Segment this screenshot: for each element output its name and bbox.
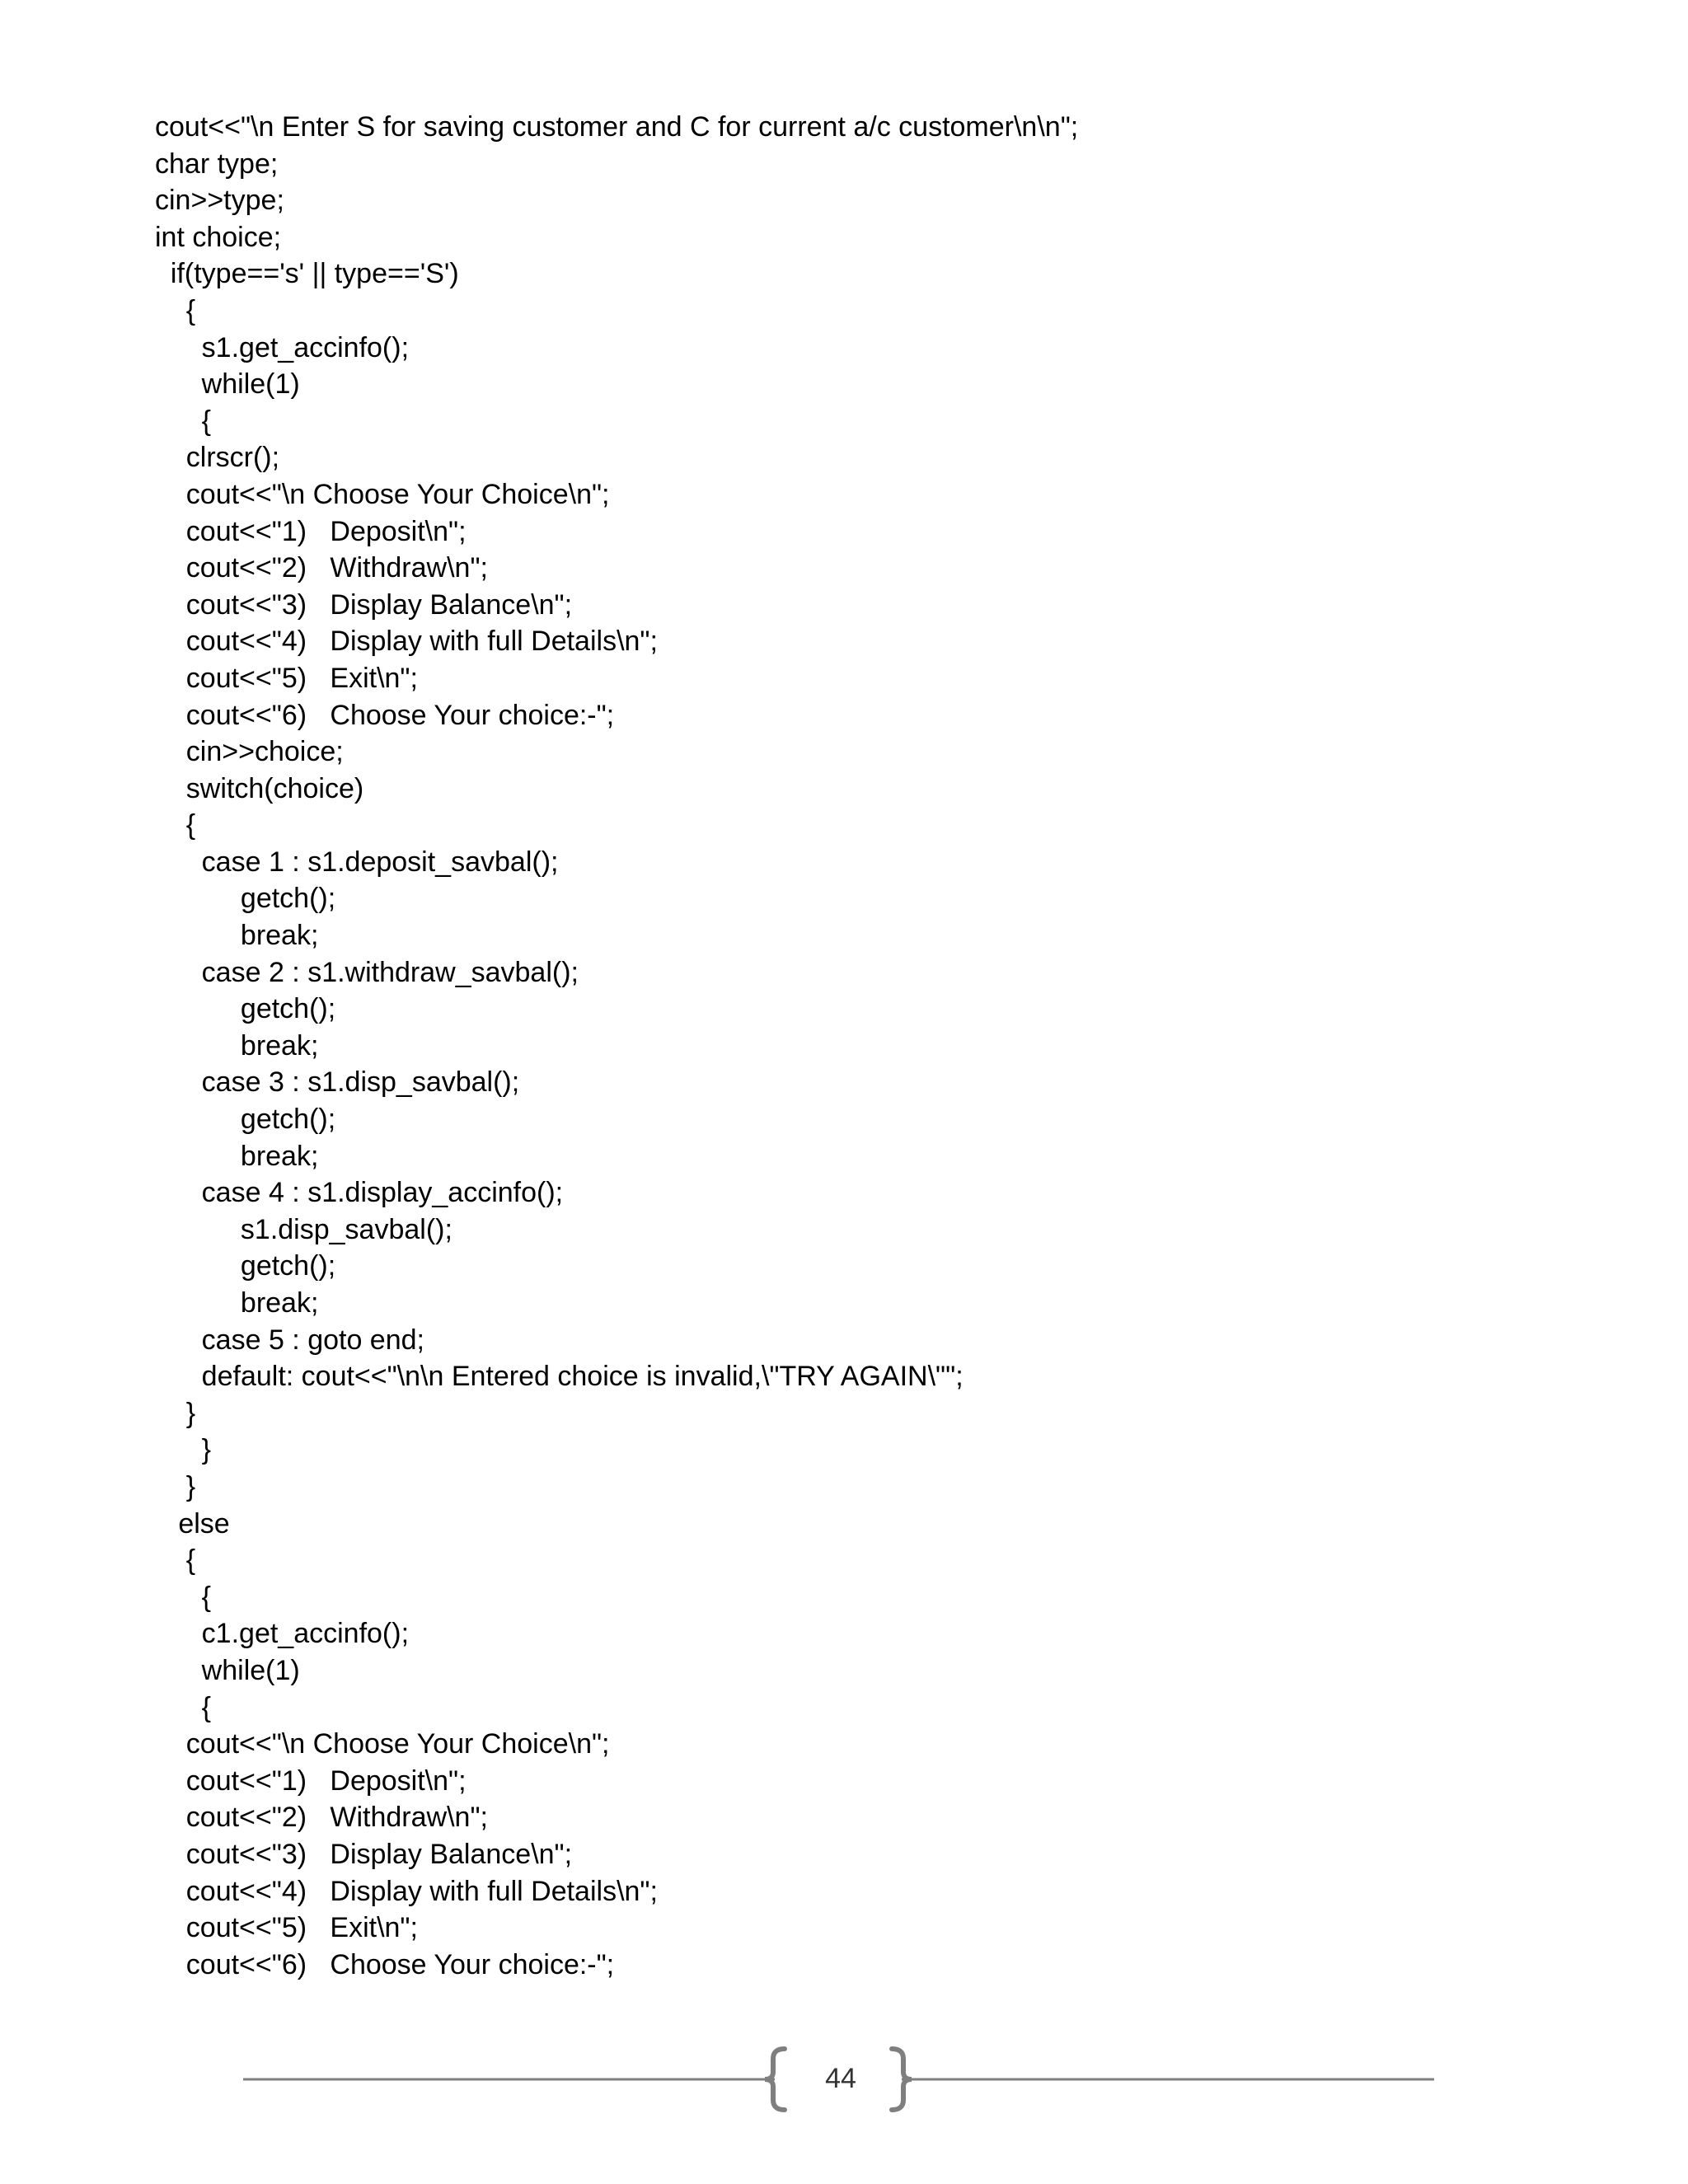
code-line: cout<<"5) Exit\n"; [155, 1912, 418, 1944]
code-line: while(1) [155, 368, 300, 401]
code-line: { [155, 1581, 212, 1613]
code-line: case 1 : s1.deposit_savbal(); [155, 846, 559, 878]
code-line: case 2 : s1.withdraw_savbal(); [155, 956, 579, 988]
code-line: cout<<"4) Display with full Details\n"; [155, 1875, 658, 1907]
code-line: } [155, 1434, 212, 1466]
code-line: int choice; [155, 221, 282, 253]
code-line: s1.get_accinfo(); [155, 331, 410, 363]
code-line: case 4 : s1.display_accinfo(); [155, 1177, 564, 1209]
code-line: getch(); [155, 1104, 336, 1136]
code-line: cout<<"\n Choose Your Choice\n"; [155, 478, 610, 510]
code-line: { [155, 294, 196, 326]
code-line: cout<<"2) Withdraw\n"; [155, 1802, 488, 1834]
code-line: { [155, 405, 212, 437]
code-line: cout<<"1) Deposit\n"; [155, 515, 467, 547]
code-line: { [155, 1544, 196, 1577]
code-line: } [155, 1397, 196, 1429]
code-line: else [155, 1507, 230, 1540]
code-line: getch(); [155, 1250, 336, 1282]
code-line: c1.get_accinfo(); [155, 1618, 410, 1650]
code-line: cout<<"\n Enter S for saving customer and C for current a/c customer\n\n"; [155, 111, 1079, 143]
code-line: getch(); [155, 883, 336, 915]
code-line: cout<<"6) Choose Your choice:-"; [155, 699, 615, 731]
code-line: cout<<"3) Display Balance\n"; [155, 588, 573, 621]
page-footer [0, 2044, 1688, 2143]
code-line: cout<<"6) Choose Your choice:-"; [155, 1948, 615, 1980]
code-line: cout<<"5) Exit\n"; [155, 662, 418, 694]
code-line: break; [155, 1287, 319, 1319]
code-listing [155, 109, 1606, 1983]
code-line: case 5 : goto end; [155, 1324, 424, 1356]
code-line: } [155, 1470, 196, 1502]
code-line: s1.disp_savbal(); [155, 1213, 452, 1245]
code-line: cin>>choice; [155, 736, 344, 768]
code-line: switch(choice) [155, 772, 364, 804]
code-line: while(1) [155, 1654, 300, 1686]
code-line: cout<<"3) Display Balance\n"; [155, 1838, 573, 1870]
code-line: default: cout<<"\n\n Entered choice is invalid,\"TRY AGAIN\""; [155, 1361, 964, 1393]
code-line: char type; [155, 148, 279, 180]
code-line: { [155, 1691, 212, 1723]
code-line: cin>>type; [155, 185, 284, 217]
code-line: cout<<"1) Deposit\n"; [155, 1765, 467, 1797]
code-line: case 3 : s1.disp_savbal(); [155, 1066, 520, 1099]
code-line: break; [155, 1029, 319, 1062]
code-line: break; [155, 920, 319, 952]
code-line: clrscr(); [155, 442, 280, 474]
page-number: 44 [825, 2063, 856, 2094]
code-line: getch(); [155, 993, 336, 1025]
code-line: cout<<"2) Withdraw\n"; [155, 552, 488, 584]
code-line: break; [155, 1140, 319, 1172]
code-line: cout<<"4) Display with full Details\n"; [155, 626, 658, 658]
code-line: cout<<"\n Choose Your Choice\n"; [155, 1728, 610, 1760]
code-line: { [155, 809, 196, 841]
code-line: if(type=='s' || type=='S') [155, 258, 459, 290]
